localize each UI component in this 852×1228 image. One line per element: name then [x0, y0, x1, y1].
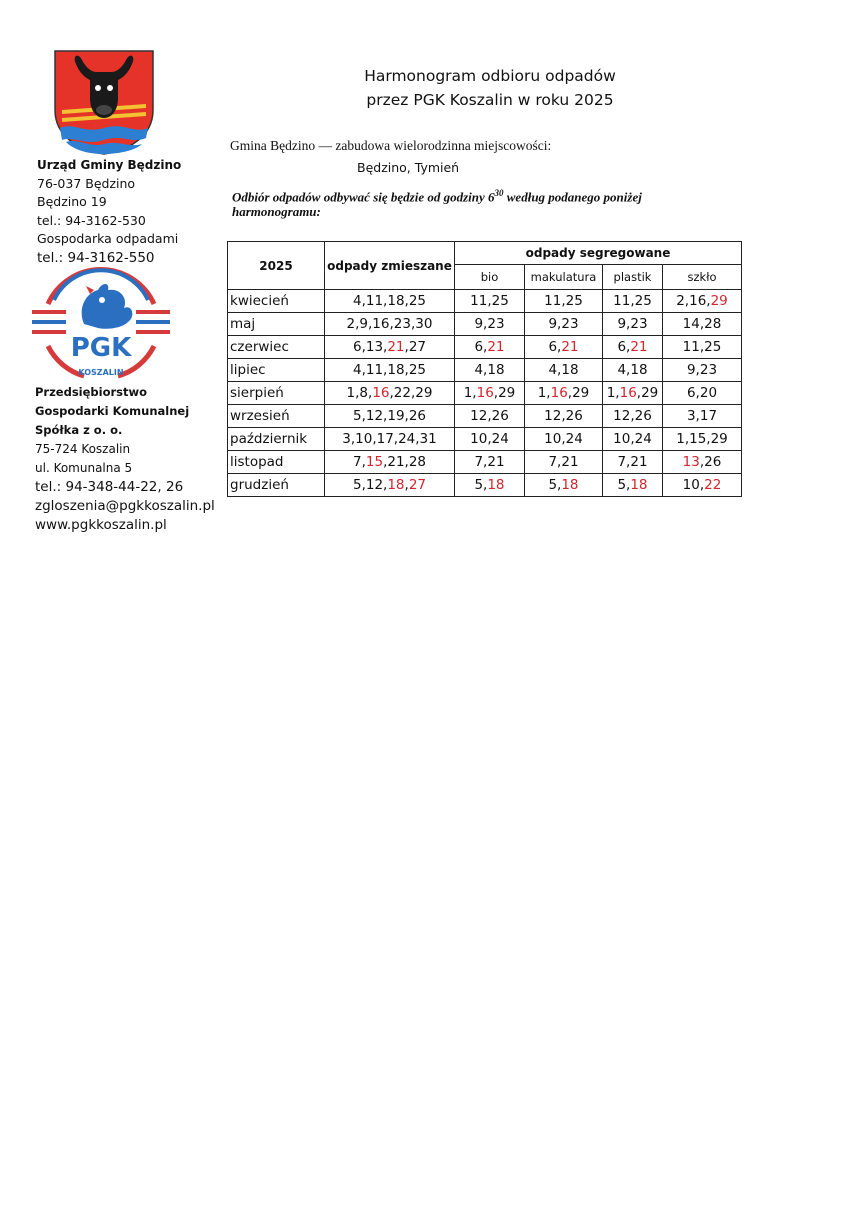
company-email: zgloszenia@pgkkoszalin.pl	[35, 498, 215, 514]
date-text: 12,26	[544, 408, 583, 424]
plastic-dates-cell	[603, 313, 663, 336]
date-text: 11,25	[613, 293, 652, 309]
glass-dates-cell	[663, 474, 742, 497]
gmina-crest-icon	[52, 48, 156, 156]
glass-dates-cell	[663, 428, 742, 451]
note-text-1: Odbiór odpadów odbywać się będzie od godziny 6	[232, 189, 495, 205]
table-row	[228, 313, 742, 336]
month-cell: maj	[228, 313, 325, 336]
paper-dates-cell	[525, 382, 603, 405]
schedule-table	[227, 241, 742, 497]
glass-dates-cell	[663, 382, 742, 405]
date-text: 9,23	[548, 316, 579, 332]
header-plastic: plastik	[603, 265, 663, 290]
paper-dates-cell	[525, 336, 603, 359]
month-cell: grudzień	[228, 474, 325, 497]
date-text: 7,21	[617, 454, 648, 470]
date-text: 11,25	[544, 293, 583, 309]
places-line: Będzino, Tymień	[357, 160, 460, 175]
date-text: ,21,28	[383, 454, 427, 470]
highlighted-date: 18	[387, 477, 405, 493]
date-text: 14,28	[682, 316, 722, 332]
date-text: 1,8,	[346, 385, 373, 401]
date-text: 6,	[548, 339, 562, 355]
table-row	[228, 474, 742, 497]
highlighted-date: 21	[487, 339, 505, 355]
company-name-line1: Przedsiębiorstwo	[35, 385, 148, 399]
plastic-dates-cell	[603, 359, 663, 382]
month-cell: sierpień	[228, 382, 325, 405]
month-cell: listopad	[228, 451, 325, 474]
company-website: www.pgkkoszalin.pl	[35, 517, 167, 533]
month-cell: kwiecień	[228, 290, 325, 313]
date-text: 5,	[474, 477, 488, 493]
date-text: 1,	[606, 385, 620, 401]
mixed-dates-cell	[325, 336, 455, 359]
header-paper: makulatura	[525, 265, 603, 290]
page-title	[305, 64, 675, 112]
header-glass: szkło	[663, 265, 742, 290]
paper-dates-cell	[525, 313, 603, 336]
header-bio: bio	[455, 265, 525, 290]
date-text: 11,25	[682, 339, 722, 355]
bio-dates-cell	[455, 359, 525, 382]
note-text-2: według podanego poniżej harmonogramu:	[232, 189, 642, 220]
table-row	[228, 451, 742, 474]
date-text: 12,26	[613, 408, 652, 424]
highlighted-date: 27	[408, 477, 427, 493]
table-row	[228, 336, 742, 359]
highlighted-date: 18	[630, 477, 648, 493]
header-year: 2025	[228, 242, 325, 290]
plastic-dates-cell	[603, 405, 663, 428]
glass-dates-cell	[663, 451, 742, 474]
date-text: 10,24	[544, 431, 583, 447]
company-phone: tel.: 94-348-44-22, 26	[35, 479, 184, 495]
highlighted-date: 16	[476, 385, 494, 401]
glass-dates-cell	[663, 405, 742, 428]
plastic-dates-cell	[603, 382, 663, 405]
paper-dates-cell	[525, 428, 603, 451]
date-text: ,	[404, 477, 409, 493]
highlighted-date: 21	[387, 339, 405, 355]
date-text: 7,21	[474, 454, 505, 470]
date-text: 10,	[682, 477, 705, 493]
date-text: 10,24	[470, 431, 509, 447]
date-text: 10,24	[613, 431, 652, 447]
date-text: 1,	[463, 385, 477, 401]
date-text: 1,	[537, 385, 551, 401]
office-name: Urząd Gminy Będzino	[37, 158, 182, 172]
date-text: 4,11,18,25	[353, 293, 426, 309]
date-text: 4,18	[548, 362, 579, 378]
date-text: 2,9,16,23,30	[346, 316, 433, 332]
office-address: Będzino 19	[37, 194, 107, 209]
company-name-line3: Spółka z o. o.	[35, 423, 123, 437]
plastic-dates-cell	[603, 428, 663, 451]
bio-dates-cell	[455, 336, 525, 359]
highlighted-date: 18	[487, 477, 505, 493]
office-phone: tel.: 94-3162-530	[37, 212, 146, 228]
mixed-dates-cell	[325, 382, 455, 405]
table-row	[228, 382, 742, 405]
highlighted-date: 16	[550, 385, 568, 401]
highlighted-date: 16	[619, 385, 637, 401]
table-row	[228, 290, 742, 313]
date-text: 4,18	[617, 362, 648, 378]
company-street: ul. Komunalna 5	[35, 461, 133, 475]
date-text: 7,	[352, 454, 366, 470]
mixed-dates-cell	[325, 405, 455, 428]
gmina-line: Gmina Będzino — zabudowa wielorodzinna miejscowości:	[230, 138, 552, 153]
mixed-dates-cell	[325, 359, 455, 382]
mixed-dates-cell	[325, 313, 455, 336]
paper-dates-cell	[525, 451, 603, 474]
date-text: 4,11,18,25	[353, 362, 426, 378]
date-text: 5,12,	[352, 477, 388, 493]
table-row	[228, 405, 742, 428]
header-mixed-waste: odpady zmieszane	[325, 242, 455, 290]
title-line-1: Harmonogram odbioru odpadów	[364, 67, 616, 85]
glass-dates-cell	[663, 313, 742, 336]
highlighted-date: 13	[682, 454, 700, 470]
bio-dates-cell	[455, 451, 525, 474]
bio-dates-cell	[455, 474, 525, 497]
date-text: 9,23	[474, 316, 505, 332]
date-text: 2,16,	[676, 293, 711, 309]
glass-dates-cell	[663, 359, 742, 382]
bio-dates-cell	[455, 382, 525, 405]
table-row	[228, 359, 742, 382]
date-text: ,27	[404, 339, 427, 355]
highlighted-date: 16	[372, 385, 390, 401]
highlighted-date: 29	[710, 293, 728, 309]
highlighted-date: 22	[704, 477, 722, 493]
paper-dates-cell	[525, 290, 603, 313]
schedule-body	[228, 290, 742, 497]
office-department-phone: tel.: 94-3162-550	[37, 249, 155, 266]
date-text: 1,15,29	[676, 431, 728, 447]
bio-dates-cell	[455, 405, 525, 428]
mixed-dates-cell	[325, 428, 455, 451]
office-department: Gospodarka odpadami	[37, 231, 179, 246]
date-text: 9,23	[617, 316, 648, 332]
bio-dates-cell	[455, 290, 525, 313]
highlighted-date: 18	[561, 477, 579, 493]
date-text: ,29	[493, 385, 516, 401]
date-text: 6,	[617, 339, 631, 355]
glass-dates-cell	[663, 290, 742, 313]
collection-note	[232, 186, 732, 219]
date-text: 7,21	[548, 454, 579, 470]
plastic-dates-cell	[603, 451, 663, 474]
mixed-dates-cell	[325, 474, 455, 497]
company-postal: 75-724 Koszalin	[35, 442, 131, 456]
office-postal: 76-037 Będzino	[37, 175, 136, 191]
mixed-dates-cell	[325, 451, 455, 474]
note-superscript: 30	[494, 188, 504, 198]
date-text: ,26	[699, 454, 722, 470]
table-row	[228, 428, 742, 451]
month-cell: wrzesień	[228, 405, 325, 428]
highlighted-date: 15	[365, 454, 384, 470]
date-text: 6,	[474, 339, 488, 355]
date-text: 3,10,17,24,31	[342, 431, 437, 447]
mixed-dates-cell	[325, 290, 455, 313]
office-info	[37, 156, 217, 267]
header-segregated-waste: odpady segregowane	[455, 242, 742, 265]
month-cell: październik	[228, 428, 325, 451]
date-text: 4,18	[474, 362, 505, 378]
date-text: 12,26	[470, 408, 509, 424]
title-line-2: przez PGK Koszalin w roku 2025	[366, 91, 614, 109]
paper-dates-cell	[525, 359, 603, 382]
date-text: 5,12,19,26	[353, 408, 426, 424]
plastic-dates-cell	[603, 290, 663, 313]
pgk-logo-text: PGK	[70, 333, 132, 363]
date-text: ,22,29	[389, 385, 433, 401]
date-text: 6,13,	[352, 339, 388, 355]
plastic-dates-cell	[603, 474, 663, 497]
month-cell: lipiec	[228, 359, 325, 382]
date-text: ,29	[636, 385, 659, 401]
date-text: 9,23	[686, 362, 718, 378]
glass-dates-cell	[663, 336, 742, 359]
company-name-line2: Gospodarki Komunalnej	[35, 404, 190, 418]
company-info	[35, 383, 225, 535]
pgk-logo-icon	[28, 264, 174, 382]
bio-dates-cell	[455, 313, 525, 336]
date-text: 3,17	[686, 408, 718, 424]
highlighted-date: 21	[561, 339, 579, 355]
date-text: 5,	[617, 477, 631, 493]
highlighted-date: 21	[630, 339, 648, 355]
paper-dates-cell	[525, 405, 603, 428]
paper-dates-cell	[525, 474, 603, 497]
date-text: 5,	[548, 477, 562, 493]
date-text: 11,25	[470, 293, 509, 309]
bio-dates-cell	[455, 428, 525, 451]
plastic-dates-cell	[603, 336, 663, 359]
date-text: 6,20	[686, 385, 718, 401]
date-text: ,29	[567, 385, 590, 401]
pgk-logo-subtext: KOSZALIN	[78, 368, 124, 377]
month-cell: czerwiec	[228, 336, 325, 359]
